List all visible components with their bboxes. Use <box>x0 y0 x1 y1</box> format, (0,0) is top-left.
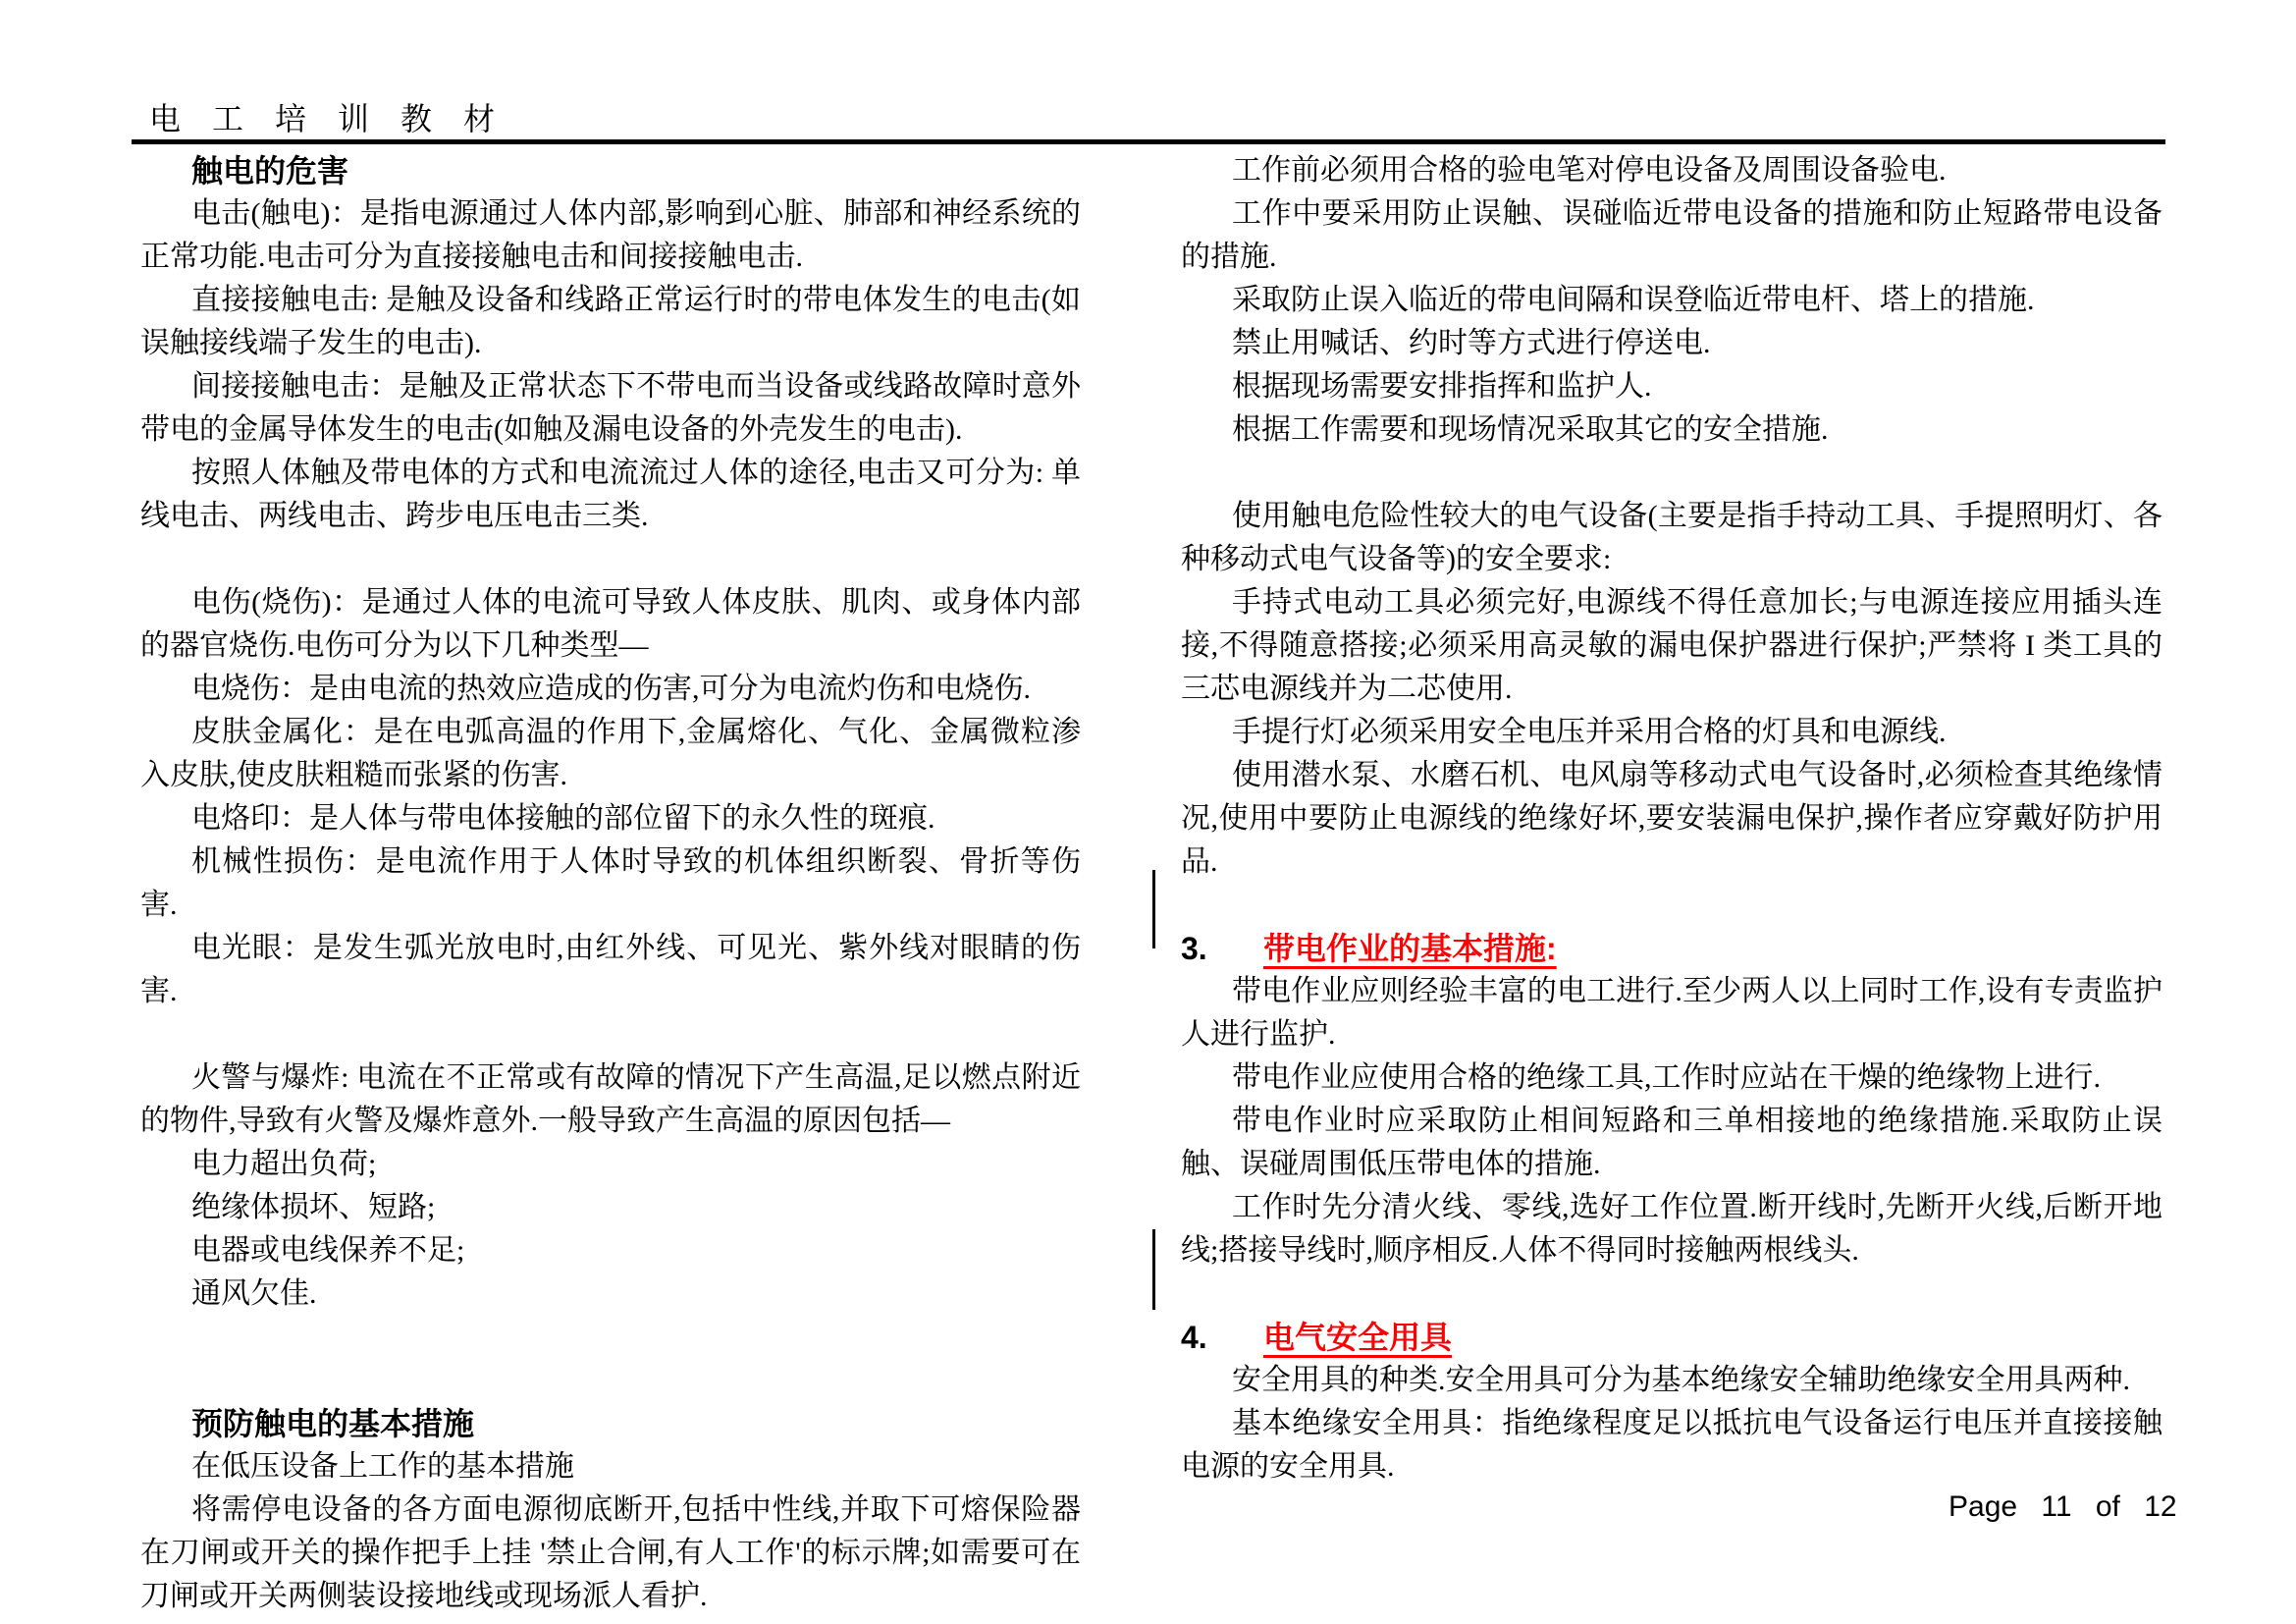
paragraph: 工作时先分清火线、零线,选好工作位置.断开线时,先断开火线,后断开地线;搭接导线时,顺序相反.人体不得同时接触两根线头. <box>1181 1191 2163 1267</box>
blank-line <box>140 1013 1081 1056</box>
header-rule <box>132 139 2165 144</box>
paragraph: 间接接触电击：是触及正常状态下不带电而当设备或线路故障时意外带电的金属导体发生的电击(如触及漏电设备的外壳发生的电击). <box>140 370 1081 446</box>
right-column <box>1181 149 2163 1489</box>
blank-line <box>1181 452 2163 495</box>
paragraph: 禁止用喊话、约时等方式进行停送电. <box>1232 327 1711 359</box>
blank-line <box>1181 884 2163 927</box>
document-header-title: 电 工 培 训 教 材 <box>149 101 507 136</box>
numbered-section-heading <box>1181 927 2163 970</box>
section-number: 3. <box>1181 931 1207 966</box>
paragraph: 通风欠佳. <box>191 1277 317 1310</box>
blank-line <box>140 538 1081 581</box>
paragraph: 带电作业应使用合格的绝缘工具,工作时应站在干燥的绝缘物上进行. <box>1232 1061 2101 1094</box>
paragraph: 根据工作需要和现场情况采取其它的安全措施. <box>1232 413 1829 446</box>
paragraph: 电烧伤：是由电流的热效应造成的伤害,可分为电流灼伤和电烧伤. <box>191 673 1031 705</box>
revision-bar-section-3 <box>1152 870 1155 948</box>
paragraph: 电击(触电)：是指电源通过人体内部,影响到心脏、肺部和神经系统的正常功能.电击可分为直接接触电击和间接接触电击. <box>140 197 1081 273</box>
paragraph: 机械性损伤：是电流作用于人体时导致的机体组织断裂、骨折等伤害. <box>140 845 1081 921</box>
paragraph: 在低压设备上工作的基本措施 <box>191 1450 574 1483</box>
paragraph: 使用潜水泵、水磨石机、电风扇等移动式电气设备时,必须检查其绝缘情况,使用中要防止电源线的绝缘好坏,要安装漏电保护,操作者应穿戴好防护用品. <box>1181 759 2163 878</box>
paragraph: 手持式电动工具必须完好,电源线不得任意加长;与电源连接应用插头连接,不得随意搭接;必须采用高灵敏的漏电保护器进行保护;严禁将 I 类工具的三芯电源线并为二芯使用. <box>1181 586 2163 705</box>
paragraph: 带电作业应则经验丰富的电工进行.至少两人以上同时工作,设有专责监护人进行监护. <box>1181 975 2163 1051</box>
paragraph: 采取防止误入临近的带电间隔和误登临近带电杆、塔上的措施. <box>1232 284 2035 316</box>
numbered-section-heading <box>1181 1316 2163 1359</box>
blank-line <box>1181 1272 2163 1316</box>
paragraph: 基本绝缘安全用具：指绝缘程度足以抵抗电气设备运行电压并直接接触电源的安全用具. <box>1181 1407 2163 1483</box>
section-title-red: 电气安全用具 <box>1263 1320 1453 1355</box>
paragraph: 电光眼：是发生弧光放电时,由红外线、可见光、紫外线对眼睛的伤害. <box>140 932 1081 1007</box>
paragraph: 使用触电危险性较大的电气设备(主要是指手持动工具、手提照明灯、各种移动式电气设备等)的安全要求: <box>1181 500 2163 575</box>
paragraph: 带电作业时应采取防止相间短路和三单相接地的绝缘措施.采取防止误触、误碰周围低压带电体的措施. <box>1181 1105 2163 1180</box>
paragraph: 电器或电线保养不足; <box>191 1234 465 1267</box>
paragraph: 电伤(烧伤)：是通过人体的电流可导致人体皮肤、肌肉、或身体内部的器官烧伤.电伤可分为以下几种类型— <box>140 586 1081 662</box>
section-heading: 触电的危害 <box>191 153 349 189</box>
paragraph: 按照人体触及带电体的方式和电流流过人体的途径,电击又可分为: 单线电击、两线电击、跨步电压电击三类. <box>140 457 1081 532</box>
section-title-red: 带电作业的基本措施: <box>1263 931 1557 966</box>
paragraph: 火警与爆炸: 电流在不正常或有故障的情况下产生高温,足以燃点附近的物件,导致有火警及爆炸意外.一般导致产生高温的原因包括— <box>140 1061 1081 1137</box>
paragraph: 工作中要采用防止误触、误碰临近带电设备的措施和防止短路带电设备的措施. <box>1181 197 2163 273</box>
section-heading: 预防触电的基本措施 <box>191 1406 475 1441</box>
paragraph: 电烙印：是人体与带电体接触的部位留下的永久性的斑痕. <box>191 802 935 835</box>
section-number: 4. <box>1181 1320 1207 1355</box>
paragraph: 安全用具的种类.安全用具可分为基本绝缘安全辅助绝缘安全用具两种. <box>1232 1364 2130 1396</box>
blank-line <box>140 1316 1081 1359</box>
paragraph: 皮肤金属化：是在电弧高温的作用下,金属熔化、气化、金属微粒渗入皮肤,使皮肤粗糙而张紧的伤害. <box>140 716 1081 791</box>
paragraph: 直接接触电击: 是触及设备和线路正常运行时的带电体发生的电击(如误触接线端子发生的电击). <box>140 284 1081 359</box>
left-column <box>140 149 1081 1618</box>
paragraph: 手提行灯必须采用安全电压并采用合格的灯具和电源线. <box>1232 716 1947 748</box>
paragraph: 工作前必须用合格的验电笔对停电设备及周围设备验电. <box>1232 154 1947 187</box>
blank-line <box>140 1359 1081 1402</box>
paragraph: 绝缘体损坏、短路; <box>191 1191 436 1223</box>
paragraph: 根据现场需要安排指挥和监护人. <box>1232 370 1652 403</box>
paragraph: 电力超出负荷; <box>191 1148 377 1180</box>
revision-bar-section-4 <box>1152 1229 1155 1310</box>
paragraph: 将需停电设备的各方面电源彻底断开,包括中性线,并取下可熔保险器在刀闸或开关的操作把手上挂 '禁止合闸,有人工作'的标示牌;如需要可在刀闸或开关两侧装设接地线或现场派人看护. <box>140 1493 1081 1612</box>
page-number: Page 11 of 12 <box>1949 1490 2177 1523</box>
